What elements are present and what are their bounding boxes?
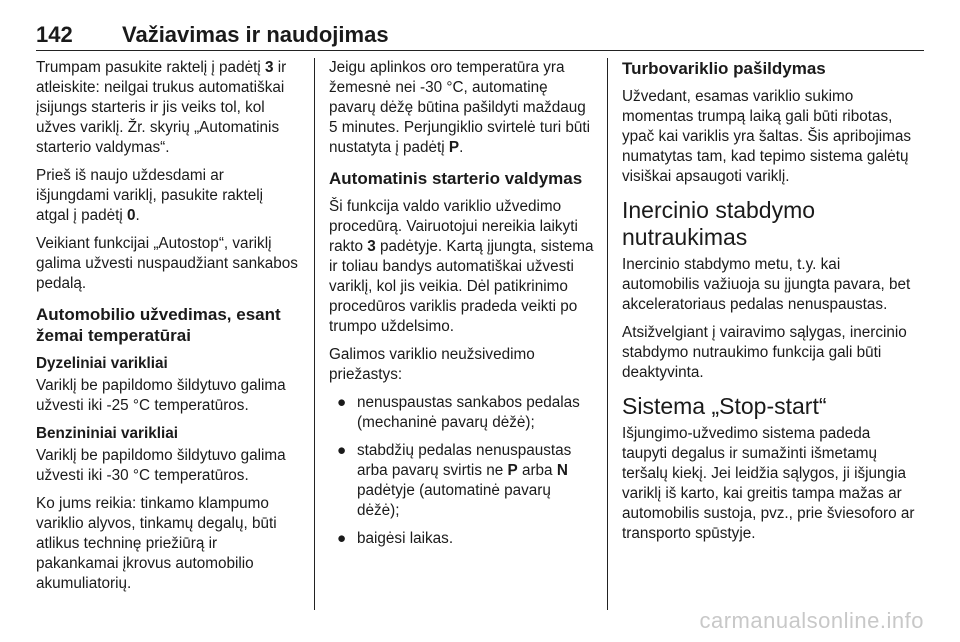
bullet-icon: ● (337, 530, 347, 547)
paragraph-autostop: Veikiant funkcijai „Autostop“, variklį galima užvesti nuspaudžiant sankabos pedalą. (36, 235, 298, 292)
paragraph-auto-starter: Ši funkcija valdo variklio užvedimo procedūrą. Vairuotojui nereikia laikyti rakto 3 padėtyje. Kartą įjungta, sistema ir toliau bandys automatiškai užvesti variklį, kol jis veikia. Dėl patikrinimo procedūros variklis pradeda veikti po trumpo uždelsimo. (329, 198, 594, 335)
heading-stop-start: Sistema „Stop-start“ (622, 393, 827, 419)
paragraph-inertia-2: Atsižvelgiant į vairavimo sąlygas, inercinio stabdymo nutraukimo funkcija gali būti deaktyvinta. (622, 324, 907, 381)
subheading-petrol: Benzininiai varikliai (36, 425, 178, 442)
watermark: carmanualsonline.info (699, 608, 924, 633)
heading-inertia-braking: Inercinio stabdymo nutraukimas (622, 197, 816, 250)
page-number: 142 (36, 22, 73, 47)
paragraph-restart: Prieš iš naujo uždesdami ar išjungdami variklį, pasukite raktelį atgal į padėtį 0. (36, 167, 263, 224)
header-divider (36, 50, 924, 51)
bullet-icon: ● (337, 394, 347, 411)
heading-auto-starter: Automatinis starterio valdymas (329, 169, 583, 188)
column-divider-2 (607, 58, 608, 610)
heading-turbo-warmup: Turbovariklio pašildymas (622, 59, 826, 78)
column-1 (36, 58, 300, 602)
paragraph-gearbox-warmup: Jeigu aplinkos oro temperatūra yra žemesnė nei -30 °C, automatinę pavarų dėžę būtina pašildyti maždaug 5 minutes. Perjungiklio svirtelė turi būti nustatyta į padėtį P. (329, 59, 591, 156)
paragraph-turbo: Užvedant, esamas variklio sukimo momentas trumpą laiką gali būti ribotas, ypač kai variklis yra šaltas. Šis apribojimas numatytas tam, kad tepimo sistema galėtų visiškai apsaugoti variklį. (622, 88, 912, 185)
column-3 (622, 58, 918, 552)
failure-reasons-list (329, 393, 595, 549)
subheading-diesel: Dyzeliniai varikliai (36, 355, 168, 372)
paragraph-stop-start: Išjungimo-užvedimo sistema padeda taupyti degalus ir sumažinti išmetamų teršalų kiekį. Jei leidžia sąlygos, ji išjungia variklį iš karto, kai greitis tampa mažas ar automobilis sustoja, pvz., prie šviesoforo ar transporto spūstyje. (622, 425, 915, 542)
list-item: ● baigėsi laikas. (337, 530, 454, 547)
paragraph-inertia-1: Inercinio stabdymo metu, t.y. kai automobilis važiuoja su įjungta pavara, bet akceleratoriaus pedalas nenuspaustas. (622, 256, 911, 313)
list-item: ● nenuspaustas sankabos pedalas (mechaninė pavarų dėžė); (337, 394, 580, 431)
paragraph-failure-reasons: Galimos variklio neužsivedimo priežastys: (329, 346, 535, 383)
paragraph-ignition: Trumpam pasukite raktelį į padėtį 3 ir atleiskite: neilgai trukus automatiškai įsijungs starteris ir jis veiks tol, kol užves variklį. Žr. skyrių „Automatinis starterio valdymas“. (36, 59, 287, 156)
paragraph-requirements: Ko jums reikia: tinkamo klampumo variklio alyvos, tinkamų degalų, būti atlikus techninę priežiūrą ir pakankamai įkrovus automobilio akumuliatorių. (36, 495, 277, 592)
column-2 (329, 58, 595, 557)
page-header (36, 22, 924, 52)
heading-cold-start: Automobilio užvedimas, esant žemai temperatūrai (36, 305, 281, 345)
paragraph-diesel: Variklį be papildomo šildytuvo galima užvesti iki -25 °C temperatūros. (36, 377, 286, 414)
chapter-title: Važiavimas ir naudojimas (122, 22, 389, 47)
list-item: ● stabdžių pedalas nenuspaustas arba pavarų svirtis ne P arba N padėtyje (automatinė pavarų dėžė); (337, 442, 572, 519)
bullet-icon: ● (337, 442, 347, 459)
paragraph-petrol: Variklį be papildomo šildytuvo galima užvesti iki -30 °C temperatūros. (36, 447, 286, 484)
column-divider-1 (314, 58, 315, 610)
